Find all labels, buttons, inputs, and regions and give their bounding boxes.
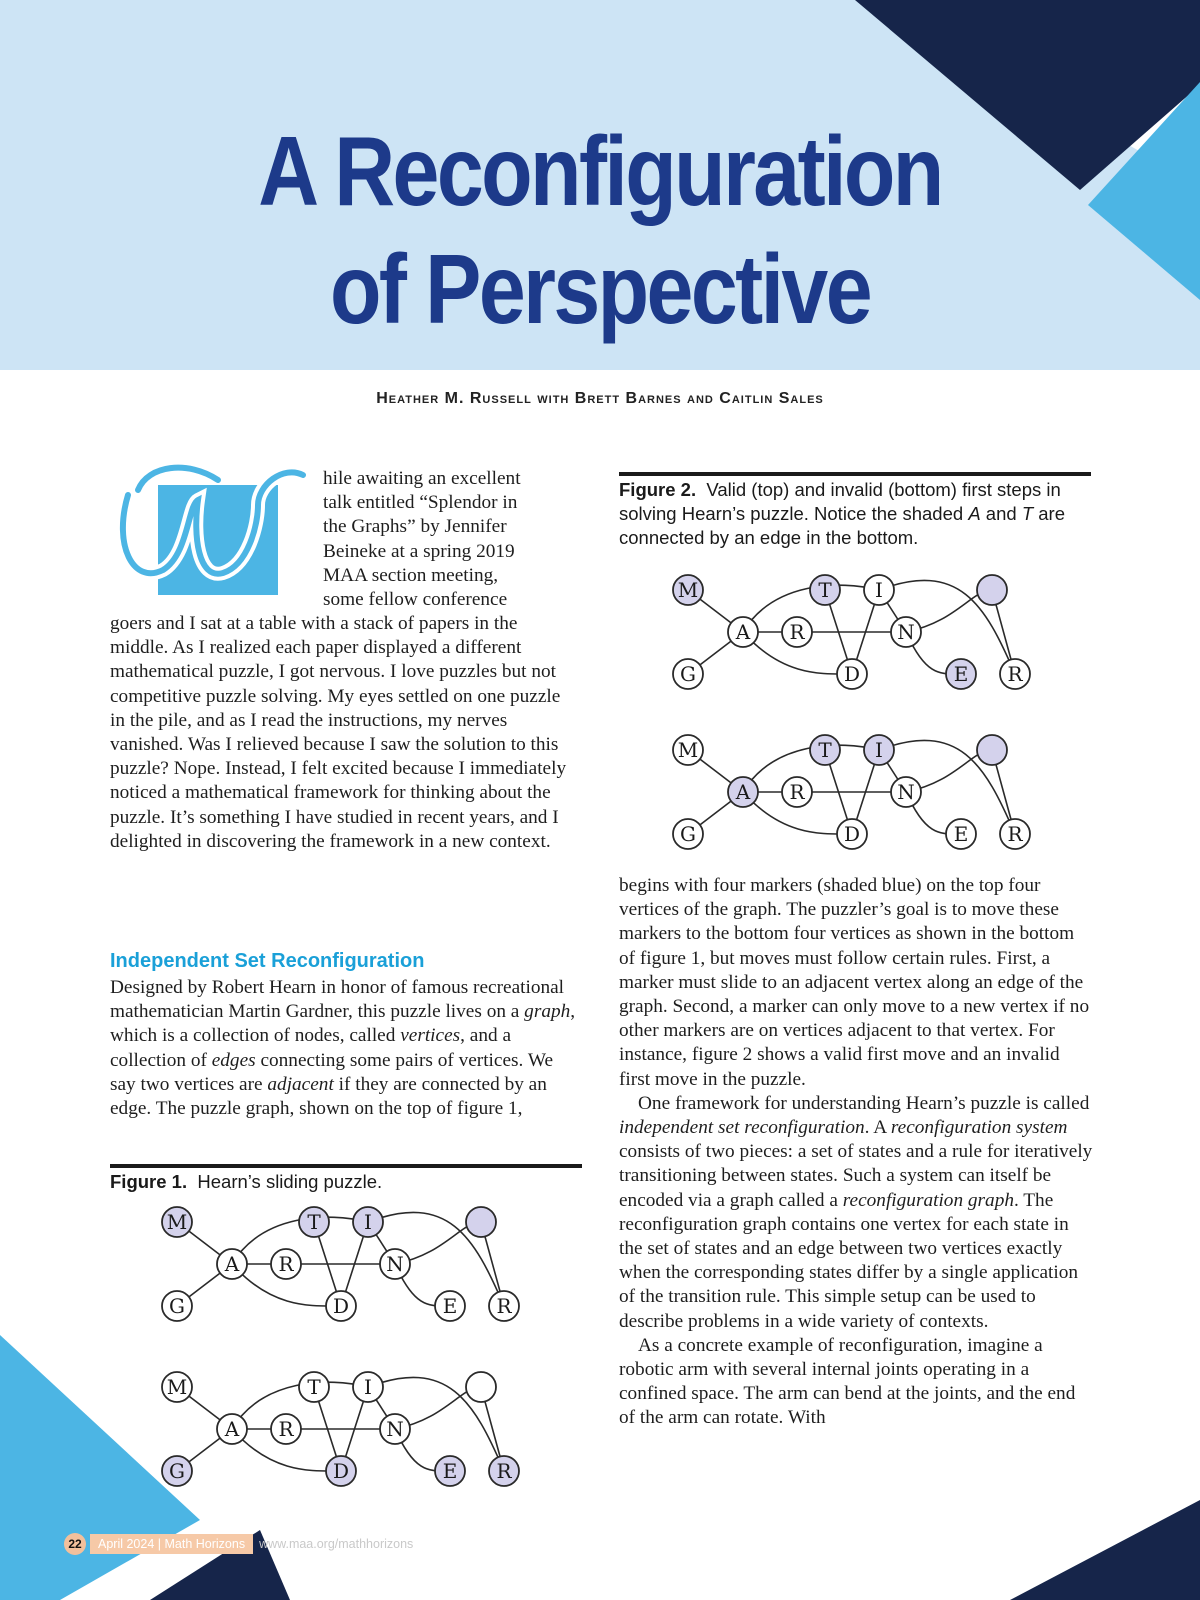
text-run: . A [864, 1117, 891, 1139]
figure2-caption-text: and [980, 503, 1022, 524]
paragraph: As a concrete example of reconfiguration, imagine a robotic arm with several internal joints operating in a confined space. The arm can bend at the joints, and the end of the arm can rotate. With [619, 1334, 1076, 1429]
intro-line: the Graphs” by Jennifer [323, 516, 507, 538]
figure2-rule [619, 472, 1091, 476]
paragraph: begins with four markers (shaded blue) on the top four vertices of the graph. The puzzler’s goal is to move these markers to the bottom four vertices as shown in the bottom of figure 1, but moves must follow certain rules. First, a marker must slide to an adjacent vertex along an edge of the graph. Second, a marker can only move to a new vertex if no other markers are on vertices adjacent to that vertex. For instance, figure 2 shows a valid first move and an invalid first move in the puzzle. [619, 875, 1090, 1090]
page-number: 22 [64, 1533, 86, 1555]
graph-vertex-label: G [169, 1294, 185, 1318]
text-run: connecting some pairs of vertices. We say two vertices are [110, 1049, 554, 1095]
figure2-caption-text: are connected by an edge in the bottom. [619, 503, 1066, 548]
graph-fig2-bottom [673, 735, 1030, 849]
graph-vertex-label: N [386, 1252, 404, 1276]
graph-fig1-bottom [162, 1372, 519, 1486]
graph-vertex-label: T [818, 738, 832, 762]
graph-vertex-label: R [496, 1459, 512, 1483]
graph-vertex-label: D [332, 1294, 350, 1318]
graph-vertex-label: T [818, 578, 832, 602]
graph-vertex-label: N [897, 620, 915, 644]
figure2-label: Figure 2. [619, 479, 697, 500]
page-footer [64, 1532, 413, 1556]
text-run: One framework for understanding Hearn’s puzzle is called [638, 1092, 1090, 1114]
section-heading: Independent Set Reconfiguration [110, 950, 425, 972]
graph-vertex-label: R [1007, 822, 1023, 846]
graph-vertex-label: R [278, 1417, 294, 1441]
intro-line: some fellow conference [323, 589, 508, 611]
text-run: . The reconfiguration graph contains one vertex for each state in the set of states and an edge between two vertices exactly when the corresponding states differ by a single application of the transition rule. This simple setup can be used to describe problems in a wide variety of contexts. [619, 1189, 1079, 1332]
graph-vertex-label: R [496, 1294, 512, 1318]
paragraph [619, 1092, 1094, 1334]
issue-label: April 2024 | Math Horizons [90, 1534, 253, 1554]
term-edges: edges [211, 1049, 256, 1071]
graph-vertex-label: G [680, 822, 696, 846]
figure2-caption-text: Valid (top) and invalid (bottom) first steps in solving Hearn’s puzzle. Notice the shaded [619, 479, 1061, 524]
graph-vertex-label: E [953, 822, 969, 846]
graph-vertex-label: M [677, 738, 699, 762]
graph-vertex-label: R [278, 1252, 294, 1276]
figure2-caption [619, 478, 1099, 550]
term-reconfiguration-system: reconfiguration system [890, 1117, 1068, 1139]
text-run: , which is a collection of nodes, called [110, 1001, 576, 1047]
graph-vertex-label: R [1007, 662, 1023, 686]
text-run: , and a collection of [110, 1025, 512, 1071]
term-adjacent: adjacent [267, 1073, 334, 1095]
graph-vertex-label: N [386, 1417, 404, 1441]
graph-vertex-blank [466, 1372, 496, 1402]
graph-vertex-label: M [166, 1210, 188, 1234]
intro-line: Beineke at a spring 2019 [323, 540, 515, 562]
byline: Heather M. Russell with Brett Barnes and Caitlin Sales [376, 390, 824, 407]
website-link[interactable]: www.maa.org/mathhorizons [259, 1537, 414, 1551]
graph-vertex-label: D [843, 662, 861, 686]
graph-vertex-blank [466, 1207, 496, 1237]
drop-cap-letter: W [108, 455, 110, 456]
graph-vertex-label: G [169, 1459, 185, 1483]
graph-vertex-blank [977, 575, 1007, 605]
term-independent-set-reconfiguration: independent set reconfiguration [619, 1117, 865, 1139]
graph-vertex-label: R [789, 620, 805, 644]
graph-vertex-label: R [789, 780, 805, 804]
graph-vertex-label: I [875, 738, 883, 762]
graph-fig1-top [162, 1207, 519, 1321]
graph-vertex-label: E [442, 1459, 458, 1483]
graph-vertex-label: D [332, 1459, 350, 1483]
graph-vertex-label: I [875, 578, 883, 602]
graph-vertex-label: M [677, 578, 699, 602]
text-run: Designed by Robert Hearn in honor of famous recreational mathematician Martin Gardner, this puzzle lives on a [110, 977, 565, 1023]
graph-vertex-label: E [442, 1294, 458, 1318]
figure2-var-t: T [1021, 503, 1034, 524]
text-run: if they are connected by an edge. The puzzle graph, shown on the top of figure 1, [110, 1073, 547, 1120]
graph-vertex-label: A [735, 620, 751, 644]
graph-vertex-label: M [166, 1375, 188, 1399]
intro-line: hile awaiting an excellent [323, 468, 521, 489]
graph-vertex-label: A [735, 780, 751, 804]
graph-vertex-label: I [364, 1375, 372, 1399]
text-run: consists of two pieces: a set of states and a rule for iteratively transitioning between states. Such a system can itself be encoded via a graph called a [619, 1141, 1093, 1211]
figure1-label: Figure 1. [110, 1171, 188, 1192]
graph-fig2-top [673, 575, 1030, 689]
page-title-line-2: of Perspective [329, 234, 871, 344]
term-vertices: vertices [400, 1025, 461, 1047]
graph-vertex-label: G [680, 662, 696, 686]
graph-vertex-label: T [307, 1210, 321, 1234]
graph-vertex-label: T [307, 1375, 321, 1399]
figure1-caption-text: Hearn’s sliding puzzle. [197, 1171, 383, 1192]
graph-vertex-label: E [953, 662, 969, 686]
graph-vertex-label: N [897, 780, 915, 804]
page-title-line-1: A Reconfiguration [258, 116, 942, 226]
intro-paragraph: goers and I sat at a table with a stack of papers in the middle. As I realized each paper displayed a different mathematical puzzle, I got nervous. I love puzzles but not competitive puzzle solving. My eyes settled on one puzzle in the pile, and as I read the instructions, my nerves vanished. Was I relieved because I saw the solution to this puzzle? Nope. Instead, I felt excited because I immediately noticed a mathematical framework for thinking about the puzzle. It’s something I have studied in recent years, and I delighted in discovering the framework in a new context. [110, 613, 567, 852]
graph-vertex-label: D [843, 822, 861, 846]
term-reconfiguration-graph: reconfiguration graph [842, 1189, 1014, 1211]
right-column-text [619, 874, 1094, 1431]
graph-vertex-blank [977, 735, 1007, 765]
graph-vertex-label: I [364, 1210, 372, 1234]
graph-vertex-label: A [224, 1252, 240, 1276]
figure2-var-a: A [968, 503, 981, 524]
term-graph: graph [524, 1001, 571, 1023]
intro-line: MAA section meeting, [323, 564, 499, 586]
intro-line: talk entitled “Splendor in [323, 492, 518, 514]
graph-vertex-label: A [224, 1417, 240, 1441]
